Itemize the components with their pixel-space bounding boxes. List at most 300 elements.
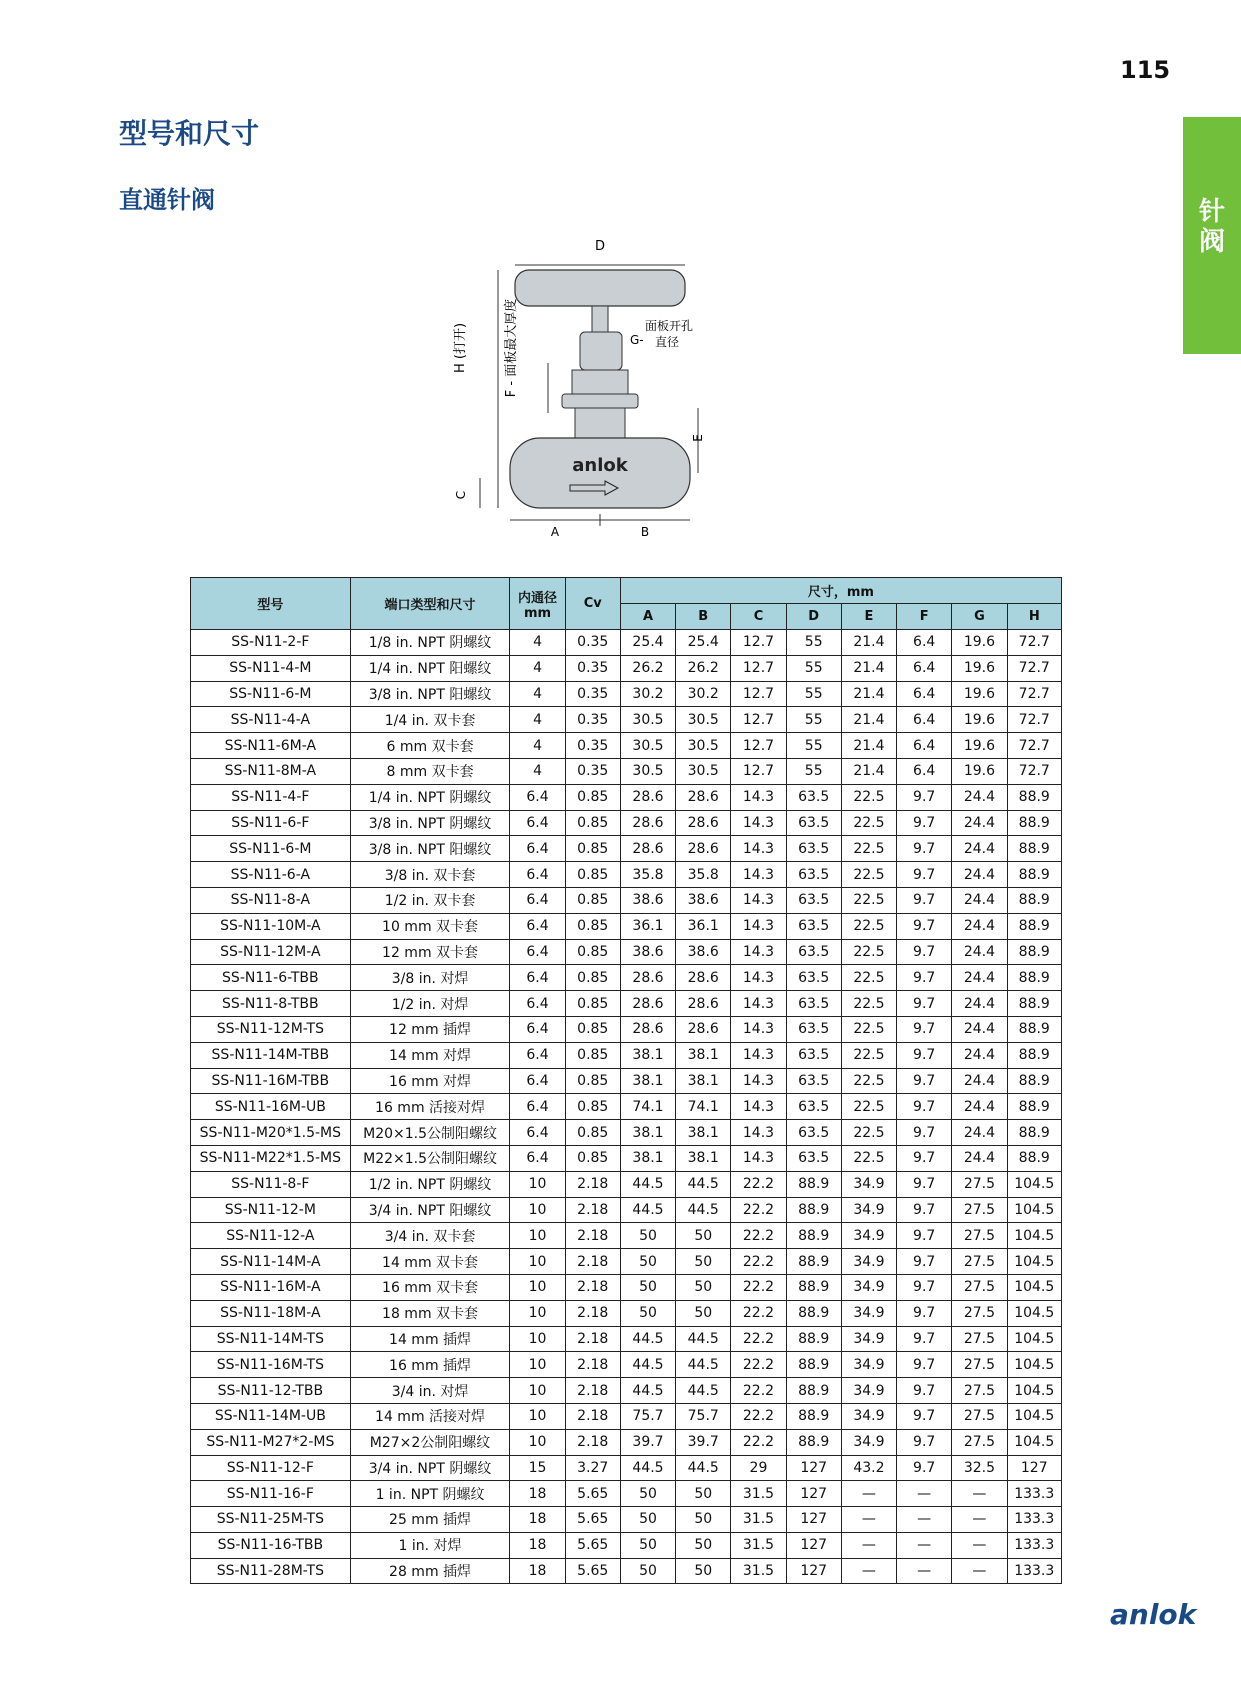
- cell-port: 3/8 in. NPT 阳螺纹: [350, 681, 510, 707]
- cell-c: 22.2: [731, 1249, 786, 1275]
- cell-d: 55: [786, 655, 841, 681]
- cell-model: SS-N11-M22*1.5-MS: [191, 1145, 351, 1171]
- cell-c: 14.3: [731, 1120, 786, 1146]
- cell-h: 133.3: [1007, 1558, 1061, 1584]
- cell-bore: 6.4: [510, 836, 565, 862]
- table-row: [191, 630, 1062, 656]
- cell-f: 9.7: [897, 1455, 952, 1481]
- cell-b: 50: [676, 1558, 731, 1584]
- cell-port: 3/8 in. 双卡套: [350, 862, 510, 888]
- cell-f: 9.7: [897, 1403, 952, 1429]
- cell-g: 27.5: [952, 1352, 1007, 1378]
- cell-cv: 0.85: [565, 784, 620, 810]
- cell-d: 55: [786, 630, 841, 656]
- cell-c: 12.7: [731, 707, 786, 733]
- table-body: [191, 630, 1062, 1584]
- table-row: [191, 1378, 1062, 1404]
- cell-bore: 6.4: [510, 1145, 565, 1171]
- cell-f: 9.7: [897, 965, 952, 991]
- cell-b: 30.5: [676, 707, 731, 733]
- cell-cv: 2.18: [565, 1197, 620, 1223]
- cell-port: 14 mm 双卡套: [350, 1249, 510, 1275]
- header-cv: Cv: [565, 578, 620, 630]
- cell-c: 12.7: [731, 733, 786, 759]
- cell-bore: 6.4: [510, 1068, 565, 1094]
- cell-b: 50: [676, 1481, 731, 1507]
- header-dim-f: F: [897, 604, 952, 630]
- cell-b: 38.1: [676, 1120, 731, 1146]
- header-dim-c: C: [731, 604, 786, 630]
- cell-model: SS-N11-12-A: [191, 1223, 351, 1249]
- header-bore-label: 内通径: [518, 590, 558, 606]
- packing-nut: [580, 332, 622, 370]
- cell-g: 24.4: [952, 836, 1007, 862]
- cell-d: 63.5: [786, 1120, 841, 1146]
- cell-port: 3/8 in. 对焊: [350, 965, 510, 991]
- cell-g: 24.4: [952, 991, 1007, 1017]
- cell-g: 27.5: [952, 1429, 1007, 1455]
- cell-h: 72.7: [1007, 733, 1061, 759]
- cell-e: 21.4: [841, 655, 896, 681]
- cell-bore: 10: [510, 1326, 565, 1352]
- cell-g: 24.4: [952, 1042, 1007, 1068]
- cell-bore: 10: [510, 1223, 565, 1249]
- cell-e: 22.5: [841, 1016, 896, 1042]
- cell-cv: 0.35: [565, 707, 620, 733]
- cell-a: 28.6: [620, 965, 675, 991]
- cell-bore: 10: [510, 1197, 565, 1223]
- cell-e: 22.5: [841, 991, 896, 1017]
- cell-b: 38.1: [676, 1068, 731, 1094]
- cell-g: 27.5: [952, 1326, 1007, 1352]
- cell-d: 63.5: [786, 836, 841, 862]
- cell-cv: 2.18: [565, 1300, 620, 1326]
- cell-e: 21.4: [841, 681, 896, 707]
- table-row: [191, 784, 1062, 810]
- cell-b: 30.2: [676, 681, 731, 707]
- cell-f: 9.7: [897, 1094, 952, 1120]
- cell-h: 133.3: [1007, 1532, 1061, 1558]
- cell-f: 9.7: [897, 991, 952, 1017]
- cell-h: 88.9: [1007, 991, 1061, 1017]
- cell-f: 6.4: [897, 707, 952, 733]
- cell-h: 88.9: [1007, 862, 1061, 888]
- cell-bore: 6.4: [510, 887, 565, 913]
- body-logo: anlok: [572, 455, 628, 476]
- cell-port: 25 mm 插焊: [350, 1507, 510, 1533]
- cell-f: 9.7: [897, 810, 952, 836]
- cell-h: 88.9: [1007, 1145, 1061, 1171]
- table-row: [191, 836, 1062, 862]
- cell-d: 88.9: [786, 1197, 841, 1223]
- table-row: [191, 1532, 1062, 1558]
- cell-g: 19.6: [952, 630, 1007, 656]
- cell-d: 88.9: [786, 1171, 841, 1197]
- cell-port: 10 mm 双卡套: [350, 913, 510, 939]
- cell-a: 50: [620, 1274, 675, 1300]
- cell-f: 9.7: [897, 1197, 952, 1223]
- cell-g: —: [952, 1532, 1007, 1558]
- cell-b: 30.5: [676, 758, 731, 784]
- cell-model: SS-N11-10M-A: [191, 913, 351, 939]
- cell-cv: 2.18: [565, 1171, 620, 1197]
- cell-h: 104.5: [1007, 1171, 1061, 1197]
- cell-h: 88.9: [1007, 810, 1061, 836]
- cell-a: 44.5: [620, 1326, 675, 1352]
- cell-e: 22.5: [841, 1120, 896, 1146]
- cell-cv: 5.65: [565, 1481, 620, 1507]
- label-e: E: [691, 434, 705, 442]
- cell-d: 63.5: [786, 1145, 841, 1171]
- page-title: 型号和尺寸: [119, 117, 260, 150]
- cell-c: 22.2: [731, 1171, 786, 1197]
- cell-f: 9.7: [897, 1016, 952, 1042]
- cell-port: 8 mm 双卡套: [350, 758, 510, 784]
- cell-g: —: [952, 1558, 1007, 1584]
- cell-cv: 0.35: [565, 630, 620, 656]
- cell-h: 88.9: [1007, 887, 1061, 913]
- cell-b: 28.6: [676, 1016, 731, 1042]
- cell-d: 88.9: [786, 1326, 841, 1352]
- cell-bore: 6.4: [510, 1016, 565, 1042]
- cell-bore: 18: [510, 1507, 565, 1533]
- cell-h: 104.5: [1007, 1352, 1061, 1378]
- cell-d: 63.5: [786, 1068, 841, 1094]
- cell-c: 14.3: [731, 939, 786, 965]
- cell-c: 14.3: [731, 810, 786, 836]
- cell-d: 88.9: [786, 1352, 841, 1378]
- cell-e: 34.9: [841, 1300, 896, 1326]
- cell-model: SS-N11-8-F: [191, 1171, 351, 1197]
- cell-bore: 15: [510, 1455, 565, 1481]
- cell-c: 31.5: [731, 1481, 786, 1507]
- cell-f: —: [897, 1507, 952, 1533]
- cell-model: SS-N11-4-M: [191, 655, 351, 681]
- cell-cv: 2.18: [565, 1352, 620, 1378]
- cell-cv: 2.18: [565, 1223, 620, 1249]
- cell-e: 34.9: [841, 1378, 896, 1404]
- cell-f: 9.7: [897, 1249, 952, 1275]
- table-row: [191, 1223, 1062, 1249]
- cell-cv: 2.18: [565, 1429, 620, 1455]
- cell-g: 24.4: [952, 1068, 1007, 1094]
- cell-e: 22.5: [841, 1145, 896, 1171]
- cell-b: 75.7: [676, 1403, 731, 1429]
- cell-g: 24.4: [952, 1094, 1007, 1120]
- cell-d: 63.5: [786, 913, 841, 939]
- cell-a: 25.4: [620, 630, 675, 656]
- cell-c: 14.3: [731, 1016, 786, 1042]
- cell-b: 44.5: [676, 1171, 731, 1197]
- cell-f: 9.7: [897, 1223, 952, 1249]
- cell-model: SS-N11-16M-TS: [191, 1352, 351, 1378]
- cell-h: 104.5: [1007, 1326, 1061, 1352]
- label-a: A: [550, 525, 560, 539]
- table-row: [191, 681, 1062, 707]
- cell-b: 44.5: [676, 1352, 731, 1378]
- cell-d: 63.5: [786, 965, 841, 991]
- cell-f: 9.7: [897, 1274, 952, 1300]
- cell-bore: 10: [510, 1429, 565, 1455]
- cell-e: 22.5: [841, 1068, 896, 1094]
- cell-model: SS-N11-14M-UB: [191, 1403, 351, 1429]
- table-row: [191, 655, 1062, 681]
- dimension-table: [190, 577, 1062, 1584]
- table-row: [191, 1481, 1062, 1507]
- cell-g: —: [952, 1481, 1007, 1507]
- cell-e: 22.5: [841, 810, 896, 836]
- cell-f: 9.7: [897, 1120, 952, 1146]
- cell-c: 31.5: [731, 1532, 786, 1558]
- table-row: [191, 1094, 1062, 1120]
- cell-h: 88.9: [1007, 965, 1061, 991]
- cell-g: 24.4: [952, 810, 1007, 836]
- label-b: B: [640, 525, 650, 539]
- table-row: [191, 758, 1062, 784]
- cell-g: 24.4: [952, 913, 1007, 939]
- cell-h: 133.3: [1007, 1481, 1061, 1507]
- cell-g: 24.4: [952, 965, 1007, 991]
- cell-c: 14.3: [731, 1145, 786, 1171]
- cell-d: 127: [786, 1558, 841, 1584]
- cell-g: 27.5: [952, 1223, 1007, 1249]
- cell-a: 74.1: [620, 1094, 675, 1120]
- cell-g: 27.5: [952, 1378, 1007, 1404]
- cell-b: 39.7: [676, 1429, 731, 1455]
- cell-a: 50: [620, 1558, 675, 1584]
- cell-d: 88.9: [786, 1300, 841, 1326]
- table-row: [191, 887, 1062, 913]
- table-row: [191, 939, 1062, 965]
- cell-bore: 18: [510, 1532, 565, 1558]
- cell-e: 34.9: [841, 1171, 896, 1197]
- cell-cv: 0.85: [565, 965, 620, 991]
- side-tab-char-1: 针: [1198, 197, 1225, 227]
- table-row: [191, 707, 1062, 733]
- header-dim-g: G: [952, 604, 1007, 630]
- cell-port: 1/4 in. 双卡套: [350, 707, 510, 733]
- cell-d: 63.5: [786, 784, 841, 810]
- cell-g: 27.5: [952, 1300, 1007, 1326]
- cell-c: 14.3: [731, 991, 786, 1017]
- cell-g: 19.6: [952, 655, 1007, 681]
- cell-c: 14.3: [731, 913, 786, 939]
- cell-d: 88.9: [786, 1378, 841, 1404]
- cell-a: 28.6: [620, 1016, 675, 1042]
- cell-e: 21.4: [841, 630, 896, 656]
- cell-h: 88.9: [1007, 1120, 1061, 1146]
- cell-port: 3/8 in. NPT 阴螺纹: [350, 810, 510, 836]
- cell-e: 34.9: [841, 1249, 896, 1275]
- cell-model: SS-N11-28M-TS: [191, 1558, 351, 1584]
- cell-h: 104.5: [1007, 1274, 1061, 1300]
- cell-b: 36.1: [676, 913, 731, 939]
- cell-f: 9.7: [897, 1145, 952, 1171]
- header-bore-unit: mm: [523, 605, 552, 621]
- cell-e: 22.5: [841, 965, 896, 991]
- cell-b: 50: [676, 1223, 731, 1249]
- cell-e: —: [841, 1558, 896, 1584]
- cell-model: SS-N11-4-F: [191, 784, 351, 810]
- cell-a: 39.7: [620, 1429, 675, 1455]
- cell-c: 22.2: [731, 1403, 786, 1429]
- cell-c: 14.3: [731, 836, 786, 862]
- cell-f: 9.7: [897, 887, 952, 913]
- cell-model: SS-N11-2-F: [191, 630, 351, 656]
- header-port: 端口类型和尺寸: [350, 578, 510, 630]
- cell-b: 30.5: [676, 733, 731, 759]
- cell-port: 3/4 in. NPT 阴螺纹: [350, 1455, 510, 1481]
- cell-c: 22.2: [731, 1378, 786, 1404]
- cell-a: 38.1: [620, 1120, 675, 1146]
- cell-g: 24.4: [952, 887, 1007, 913]
- cell-model: SS-N11-16M-A: [191, 1274, 351, 1300]
- cell-a: 30.5: [620, 758, 675, 784]
- cell-model: SS-N11-6-TBB: [191, 965, 351, 991]
- cell-h: 104.5: [1007, 1403, 1061, 1429]
- cell-e: 22.5: [841, 784, 896, 810]
- cell-port: 1/2 in. 双卡套: [350, 887, 510, 913]
- cell-b: 38.1: [676, 1145, 731, 1171]
- cell-a: 36.1: [620, 913, 675, 939]
- cell-b: 28.6: [676, 810, 731, 836]
- cell-cv: 0.85: [565, 810, 620, 836]
- cell-cv: 0.35: [565, 758, 620, 784]
- cell-a: 38.1: [620, 1068, 675, 1094]
- cell-a: 38.6: [620, 939, 675, 965]
- cell-cv: 0.35: [565, 655, 620, 681]
- cell-f: 9.7: [897, 939, 952, 965]
- header-model: 型号: [191, 578, 351, 630]
- header-dim-e: E: [841, 604, 896, 630]
- cell-cv: 0.35: [565, 681, 620, 707]
- cell-cv: 0.85: [565, 1120, 620, 1146]
- cell-c: 29: [731, 1455, 786, 1481]
- cell-model: SS-N11-14M-TS: [191, 1326, 351, 1352]
- cell-cv: 5.65: [565, 1532, 620, 1558]
- cell-bore: 6.4: [510, 965, 565, 991]
- cell-g: 27.5: [952, 1171, 1007, 1197]
- cell-cv: 2.18: [565, 1249, 620, 1275]
- table-row: [191, 1042, 1062, 1068]
- section-title: 直通针阀: [119, 186, 215, 214]
- cell-d: 63.5: [786, 1016, 841, 1042]
- cell-port: 3/4 in. NPT 阳螺纹: [350, 1197, 510, 1223]
- label-f: F - 面板最大厚度: [504, 298, 519, 398]
- label-g-note-2: 直径: [655, 335, 680, 349]
- cell-a: 38.6: [620, 887, 675, 913]
- cell-h: 72.7: [1007, 655, 1061, 681]
- table-row: [191, 1507, 1062, 1533]
- cell-c: 14.3: [731, 862, 786, 888]
- cell-f: —: [897, 1481, 952, 1507]
- cell-model: SS-N11-8M-A: [191, 758, 351, 784]
- cell-h: 104.5: [1007, 1223, 1061, 1249]
- table-row: [191, 1558, 1062, 1584]
- cell-cv: 2.18: [565, 1378, 620, 1404]
- cell-b: 28.6: [676, 836, 731, 862]
- cell-e: 21.4: [841, 733, 896, 759]
- cell-h: 104.5: [1007, 1429, 1061, 1455]
- cell-d: 127: [786, 1532, 841, 1558]
- cell-f: 9.7: [897, 784, 952, 810]
- table-row: [191, 1300, 1062, 1326]
- cell-a: 44.5: [620, 1455, 675, 1481]
- cell-h: 88.9: [1007, 913, 1061, 939]
- cell-c: 22.2: [731, 1300, 786, 1326]
- cell-c: 22.2: [731, 1197, 786, 1223]
- cell-h: 104.5: [1007, 1249, 1061, 1275]
- cell-bore: 18: [510, 1481, 565, 1507]
- cell-b: 50: [676, 1300, 731, 1326]
- table-row: [191, 1429, 1062, 1455]
- cell-bore: 6.4: [510, 862, 565, 888]
- cell-g: 19.6: [952, 758, 1007, 784]
- cell-b: 74.1: [676, 1094, 731, 1120]
- cell-b: 50: [676, 1532, 731, 1558]
- cell-g: 24.4: [952, 1145, 1007, 1171]
- cell-model: SS-N11-4-A: [191, 707, 351, 733]
- cell-e: 34.9: [841, 1274, 896, 1300]
- cell-d: 55: [786, 733, 841, 759]
- cell-a: 44.5: [620, 1197, 675, 1223]
- cell-e: —: [841, 1507, 896, 1533]
- panel-nut: [562, 394, 638, 408]
- cell-e: 22.5: [841, 887, 896, 913]
- cell-a: 75.7: [620, 1403, 675, 1429]
- cell-g: 24.4: [952, 862, 1007, 888]
- cell-a: 28.6: [620, 991, 675, 1017]
- cell-b: 28.6: [676, 965, 731, 991]
- cell-d: 63.5: [786, 810, 841, 836]
- cell-cv: 0.85: [565, 913, 620, 939]
- cell-bore: 10: [510, 1274, 565, 1300]
- cell-f: 6.4: [897, 733, 952, 759]
- cell-e: 34.9: [841, 1326, 896, 1352]
- cell-g: 27.5: [952, 1274, 1007, 1300]
- cell-a: 44.5: [620, 1171, 675, 1197]
- cell-c: 12.7: [731, 681, 786, 707]
- valve-drawing: [440, 238, 740, 548]
- cell-g: —: [952, 1507, 1007, 1533]
- cell-h: 88.9: [1007, 1016, 1061, 1042]
- cell-g: 24.4: [952, 939, 1007, 965]
- cell-e: 34.9: [841, 1197, 896, 1223]
- page-number: 115: [1120, 56, 1171, 84]
- cell-bore: 6.4: [510, 1042, 565, 1068]
- header-dims: 尺寸，mm: [620, 578, 1061, 604]
- cell-model: SS-N11-12-M: [191, 1197, 351, 1223]
- cell-cv: 2.18: [565, 1274, 620, 1300]
- cell-d: 88.9: [786, 1274, 841, 1300]
- cell-c: 14.3: [731, 1042, 786, 1068]
- cell-h: 72.7: [1007, 681, 1061, 707]
- cell-model: SS-N11-16M-TBB: [191, 1068, 351, 1094]
- cell-port: 12 mm 双卡套: [350, 939, 510, 965]
- cell-b: 28.6: [676, 991, 731, 1017]
- cell-cv: 0.85: [565, 1068, 620, 1094]
- cell-h: 88.9: [1007, 784, 1061, 810]
- cell-a: 50: [620, 1507, 675, 1533]
- cell-c: 31.5: [731, 1558, 786, 1584]
- cell-bore: 6.4: [510, 939, 565, 965]
- cell-b: 38.1: [676, 1042, 731, 1068]
- cell-d: 88.9: [786, 1429, 841, 1455]
- cell-h: 88.9: [1007, 1094, 1061, 1120]
- cell-a: 30.5: [620, 733, 675, 759]
- table-row: [191, 810, 1062, 836]
- table-row: [191, 1403, 1062, 1429]
